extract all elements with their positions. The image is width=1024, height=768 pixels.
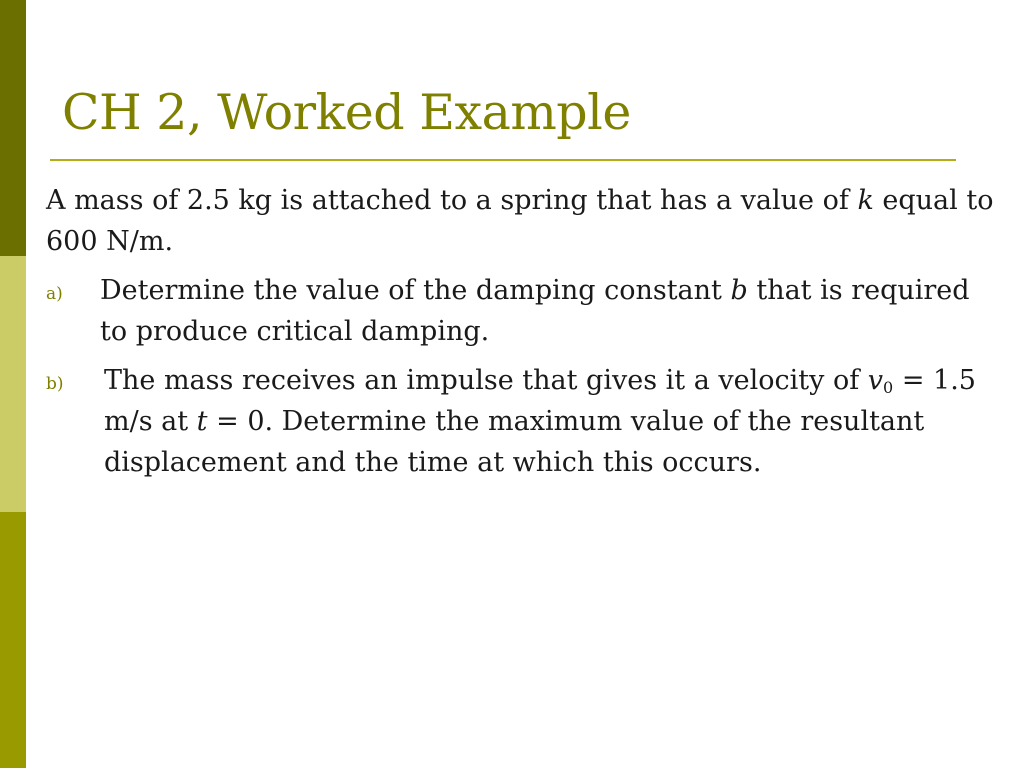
item-b-var-t: t	[196, 406, 208, 437]
list-item-b-text	[46, 360, 996, 483]
intro-var-k: k	[857, 185, 874, 216]
title-divider	[50, 159, 956, 161]
item-a-text-2: that is required to produce critical damping.	[100, 275, 970, 347]
item-b-var-v: v	[867, 365, 884, 396]
intro-text-2: equal to 600 N/m.	[46, 185, 994, 257]
list-item-b	[46, 360, 996, 483]
side-bar-light	[0, 256, 26, 512]
item-b-subscript: 0	[883, 378, 894, 397]
item-a-text-1: Determine the value of the damping constant	[100, 275, 731, 306]
item-b-text-2: = 1.5 m/s at	[104, 365, 976, 437]
slide-title: CH 2, Worked Example	[62, 84, 631, 141]
slide-body	[46, 180, 996, 491]
intro-text-1: A mass of 2.5 kg is attached to a spring that has a value of	[46, 185, 858, 216]
problem-statement	[46, 180, 996, 262]
list-item-a	[46, 270, 996, 352]
list-marker-a: a)	[46, 284, 63, 304]
side-bar-dark	[0, 0, 26, 256]
item-a-var-b: b	[730, 275, 748, 306]
item-b-text-1: The mass receives an impulse that gives it a velocity of	[104, 365, 868, 396]
list-marker-b: b)	[46, 374, 64, 394]
side-bar-mid	[0, 512, 26, 768]
item-b-text-3: = 0. Determine the maximum value of the resultant displacement and the time at which this occurs.	[104, 406, 925, 478]
list-item-a-text	[46, 270, 996, 352]
